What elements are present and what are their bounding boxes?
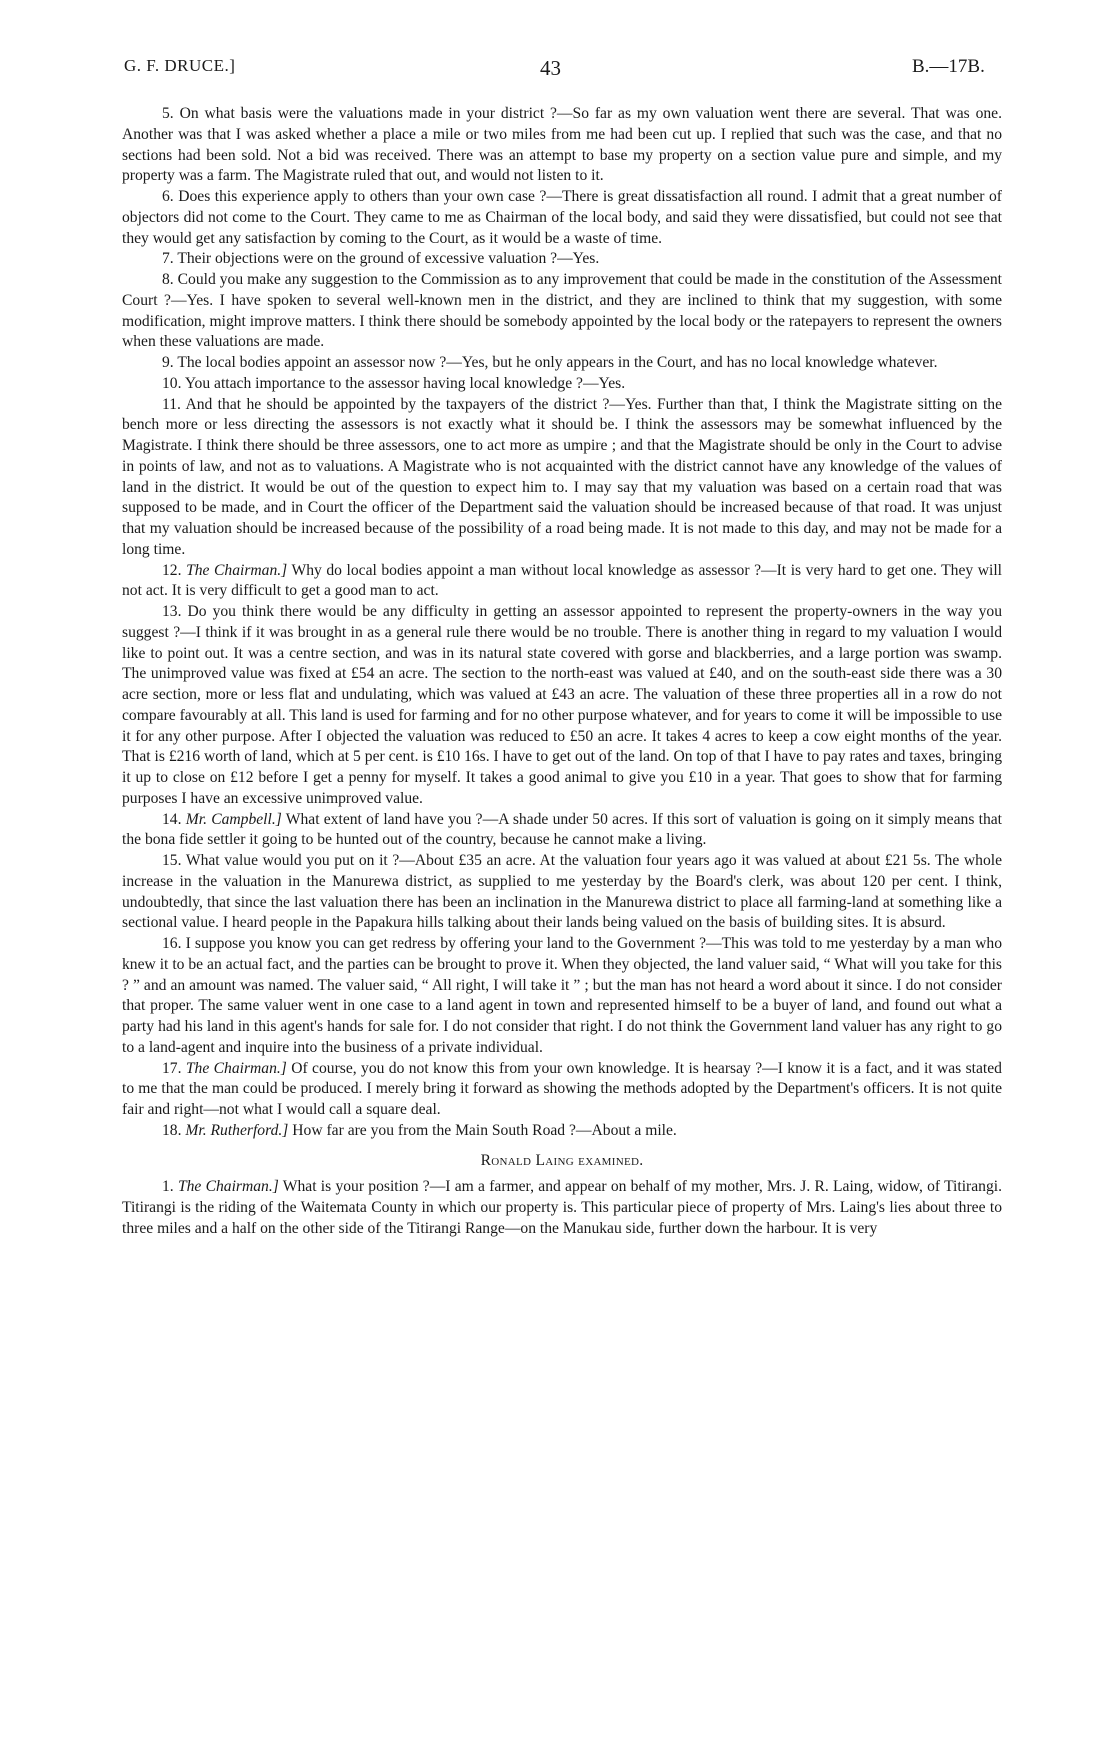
testimony-paragraph: [122, 1121, 1002, 1142]
question-answer-text: Their objections were on the ground of excessive valuation ?—Yes.: [177, 250, 600, 268]
testimony-paragraph: [122, 1059, 1002, 1121]
question-number: 13.: [162, 603, 182, 620]
question-answer-text: Why do local bodies appoint a man without local knowledge as assessor ?—It is very hard to get one. They will not act. It is very difficult to get a good man to act.: [122, 561, 1002, 600]
question-answer-text: Does this experience apply to others than your own case ?—There is great dissatisfaction all round. I admit that a great number of objectors did not come to the Court. They came to me as Chairman of the local body, and said they were dissatisfied, but could not see that they would get any satisfaction by coming to the Court, as it would be a waste of time.: [122, 188, 1003, 247]
testimony-section-druce: [122, 104, 1002, 1142]
testimony-paragraph: [122, 187, 1002, 249]
testimony-paragraph: [122, 1177, 1002, 1239]
question-answer-text: What extent of land have you ?—A shade under 50 acres. If this sort of valuation is going on it simply means that the bona fide settler it going to be hunted out of the country, because he cannot make a living.: [122, 810, 1003, 849]
question-answer-text: Could you make any suggestion to the Commission as to any improvement that could be made in the constitution of the Assessment Court ?—Yes. I have spoken to several well-known men in the district, and they are inclined to think that my suggestion, with some modification, might improve matters. I think there should be somebody appointed by the local body or the ratepayers to represent the owners when these valuations are made.: [122, 271, 1002, 351]
question-number: 5.: [162, 105, 174, 122]
page-number: 43: [540, 56, 561, 80]
speaker-label: The Chairman.]: [177, 1178, 279, 1196]
question-number: 9.: [162, 354, 174, 371]
testimony-paragraph: [122, 104, 1002, 187]
testimony-paragraph: [122, 934, 1002, 1059]
question-answer-text: Of course, you do not know this from your own knowledge. It is hearsay ?—I know it is a fact, and it was stated to me that the man could be produced. I merely bring it forward as showing the methods adopted by the Department's officers. It is not quite fair and right—not what I would call a square deal.: [122, 1059, 1002, 1118]
question-number: 7.: [162, 250, 174, 268]
testimony-paragraph: [122, 602, 1002, 810]
testimony-paragraph: [122, 249, 1002, 270]
speaker-label: The Chairman.]: [186, 561, 288, 579]
question-number: 16.: [162, 935, 182, 952]
question-number: 14.: [162, 810, 182, 828]
document-reference: B.—17B.: [912, 56, 985, 77]
question-answer-text: And that he should be appointed by the taxpayers of the district ?—Yes. Further than that, I think the Magistrate sitting on the bench more or less directing the assessors is not exactly what it should be. I think the assessors may be somewhat influenced by the Magistrate. I think there should be three assessors, one to act more as umpire ; and that the Magistrate should be only in the Court to advise in points of law, and not as to valuations. A Magistrate who is not acquainted with the district cannot have any knowledge of the values of land in the district. It would be out of the question to expect him to. I may say that my valuation was based on a certain road that was supposed to be made, and in Court the officer of the Department said the valuation should be increased because of that road. It was unjust that my valuation should be increased because of the possibility of a road being made. It is not made to this day, and may not be made for a long time.: [122, 395, 1002, 558]
question-answer-text: On what basis were the valuations made in your district ?—So far as my own valuation went there are several. That was one. Another was that I was asked whether a place a mile or two miles from me had been cut up. I replied that such was the case, and that no sections had been sold. Not a bid was received. There was an attempt to base my property on a section value pure and simple, and my property was a farm. The Magistrate ruled that out, and would not listen to it.: [122, 105, 1003, 185]
question-answer-text: What value would you put on it ?—About £35 an acre. At the valuation four years ago it was valued at about £21 5s. The whole increase in the valuation in the Manurewa district, as supplied to me yesterday by the Board's clerk, was about 120 per cent. I think, undoubtedly, that since the last valuation there has been an inclination in the Manurewa district to place all farming-land at something like a sectional value. I heard people in the Papakura hills talking about their lands being valued on the basis of building sites. It is absurd.: [122, 852, 1002, 932]
speaker-label: The Chairman.]: [185, 1059, 287, 1077]
question-answer-text: Do you think there would be any difficulty in getting an assessor appointed to represent the property-owners in the way you suggest ?—I think if it was brought in as a general rule there would be no trouble. There is another thing in regard to my valuation I would like to point out. It was a centre section, and was in its natural state covered with gorse and blackberries, and a large portion was swamp. The unimproved value was fixed at £54 an acre. The section to the north-east was valued at £40, and on the south-east side there was a 30 acre section, more or less flat and undulating, which was valued at £43 an acre. The valuation of these three properties all in a row do not compare favourably at all. This land is used for farming and for no other purpose whatever, and for years to come it will be impossible to use it for any other purpose. After I objected the valuation was reduced to £50 an acre. It takes 4 acres to keep a cow eight months of the year. That is £216 worth of land, which at 5 per cent. is £10 16s. I have to get out of the land. On top of that I have to pay rates and taxes, bringing it up to close on £12 before I get a penny for myself. It takes a good animal to give you £10 in a year. That goes to show that for farming purposes I have an excessive unimproved value.: [122, 603, 1002, 807]
header-witness-name: G. F. DRUCE.]: [124, 56, 236, 75]
question-number: 18.: [162, 1121, 182, 1139]
question-number: 11.: [162, 395, 181, 413]
question-number: 6.: [162, 188, 174, 205]
question-answer-text: How far are you from the Main South Road ?—About a mile.: [292, 1121, 677, 1139]
testimony-section-laing: [122, 1177, 1002, 1239]
testimony-paragraph: [122, 395, 1002, 561]
question-answer-text: I suppose you know you can get redress by offering your land to the Government ?—This was told to me yesterday by a man who knew it to be an actual fact, and the parties can be brought to prove it. When they objected, the land valuer said, “ What will you take for this ? ” and an amount was named. The valuer said, “ All right, I will take it ” ; but the man has not heard a word about it since. I do not consider that proper. The same valuer went in one case to a land agent in town and represented himself to be a buyer of land, and found out what a party had his land in this agent's hands for sale for. I do not consider that right. I do not think the Government land valuer has any right to go to a land-agent and inquire into the business of a private individual.: [122, 935, 1002, 1056]
document-body: [122, 104, 1002, 1240]
question-number: 15.: [162, 852, 182, 869]
testimony-paragraph: [122, 810, 1002, 852]
speaker-label: Mr. Campbell.]: [185, 810, 282, 828]
testimony-paragraph: [122, 851, 1002, 934]
testimony-paragraph: [122, 353, 1002, 374]
testimony-paragraph: [122, 270, 1002, 353]
question-number: 8.: [162, 271, 174, 288]
testimony-paragraph: [122, 374, 1002, 395]
question-number: 17.: [162, 1059, 182, 1077]
question-answer-text: The local bodies appoint an assessor now ?—Yes, but he only appears in the Court, and has no local knowledge whatever.: [177, 354, 938, 371]
question-number: 1.: [162, 1178, 174, 1196]
testimony-paragraph: [122, 561, 1002, 603]
question-answer-text: What is your position ?—I am a farmer, and appear on behalf of my mother, Mrs. J. R. Laing, widow, of Titirangi. Titirangi is the riding of the Waitemata County in which our property is. This particular piece of property of Mrs. Laing's lies about three to three miles and a half on the other side of the Titirangi Range—on the Manukau side, further down the harbour. It is very: [122, 1178, 1002, 1237]
section-heading: Ronald Laing examined.: [480, 1151, 644, 1169]
question-number: 12.: [162, 561, 182, 579]
question-answer-text: You attach importance to the assessor having local knowledge ?—Yes.: [184, 374, 626, 392]
speaker-label: Mr. Rutherford.]: [185, 1121, 289, 1139]
question-number: 10.: [162, 374, 182, 392]
